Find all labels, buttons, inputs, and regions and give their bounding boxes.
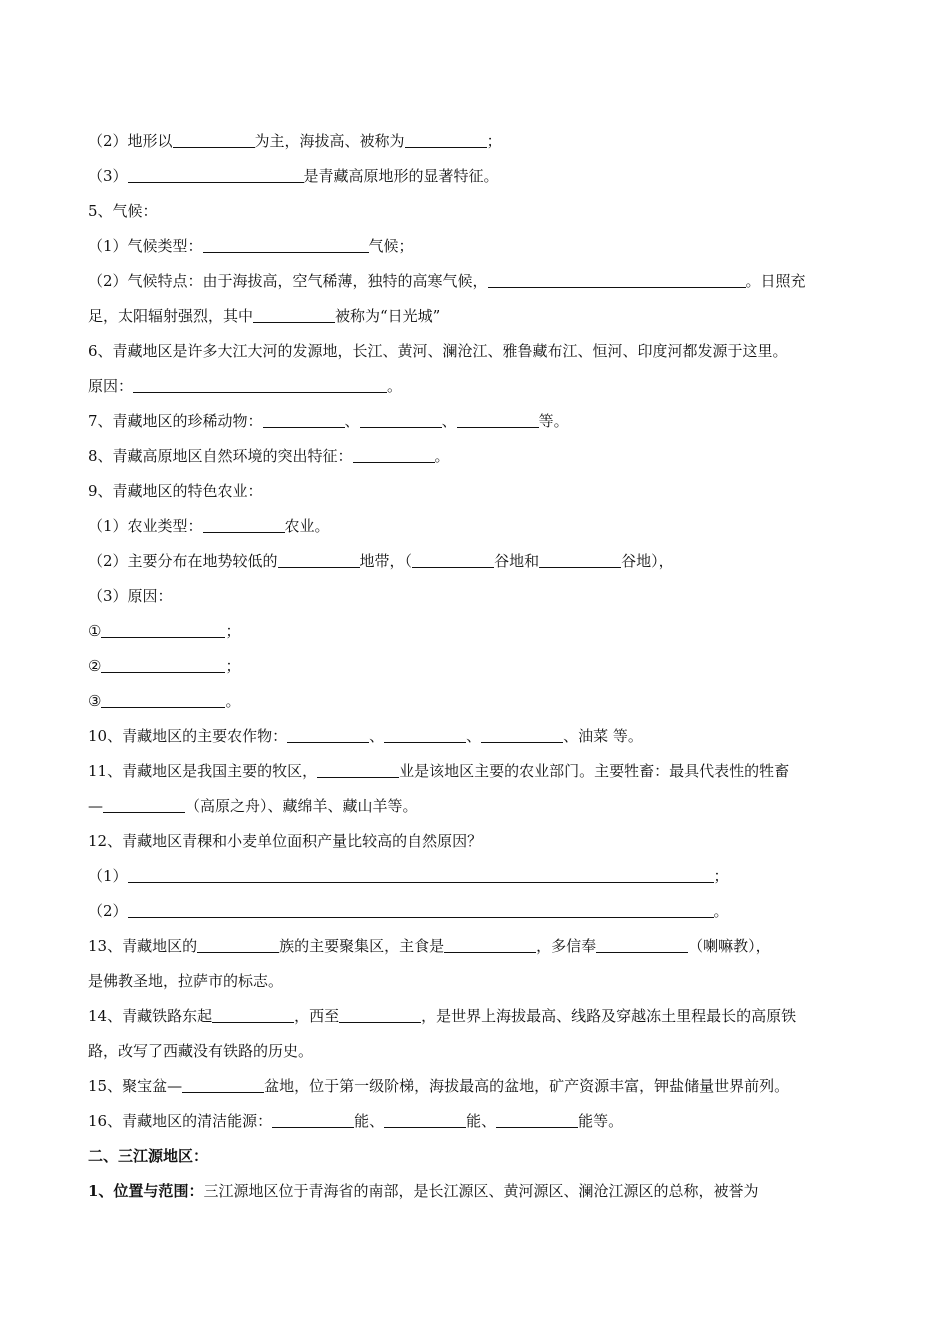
line-yield-1 [88,859,870,894]
text: 、 [344,412,360,430]
line-terrain-3 [88,159,870,194]
text: 、 [441,412,457,430]
text: 地带，（ [359,552,413,570]
line-rivers-reason [88,369,870,404]
text: 能等。 [578,1112,624,1130]
line-climate-2 [88,264,870,299]
blank[interactable] [203,516,285,533]
text: 。 [387,377,403,395]
line-climate-1 [88,229,870,264]
line-agri-3 [88,579,870,614]
text: ； [225,622,241,640]
text: 为主，海拔高、被称为 [254,132,405,150]
blank[interactable] [412,551,494,568]
blank[interactable] [405,131,487,148]
blank[interactable] [481,726,563,743]
blank[interactable] [197,936,279,953]
text: 三江源地区位于青海省的南部，是长江源区、黄河源区、澜沧江源区的总称，被誉为 [203,1182,759,1200]
text: 原因： [88,377,134,395]
text: 。 [434,447,450,465]
blank[interactable] [263,411,345,428]
text: 11、青藏地区是我国主要的牧区， [88,762,318,780]
text: ② [88,657,102,675]
text: （2）主要分布在地势较低的 [88,552,278,570]
blank[interactable] [287,726,369,743]
blank[interactable] [596,936,688,953]
blank[interactable] [182,1076,264,1093]
line-reason-3 [88,684,870,719]
blank[interactable] [488,271,746,288]
text: 能、 [466,1112,497,1130]
text: ，西至 [294,1007,340,1025]
text: 谷地和 [494,552,540,570]
text: 、 [369,727,385,745]
text: （3）原因： [88,587,173,605]
blank[interactable] [539,551,621,568]
text: — [88,797,103,815]
section-heading-sanjiangyuan [88,1139,870,1174]
line-people-cont [88,964,870,999]
text: ； [486,132,502,150]
line-location [88,1174,870,1209]
blank[interactable] [339,1006,421,1023]
text: ① [88,622,102,640]
text: 16、青藏地区的清洁能源： [88,1112,273,1130]
text: （3） [88,167,128,185]
line-environment [88,439,870,474]
text: ； [225,657,241,675]
text: 业是该地区主要的农业部门。主要牲畜：最具代表性的牲畜 [399,762,790,780]
blank[interactable] [101,691,225,708]
blank[interactable] [253,306,335,323]
heading-climate [88,194,870,229]
text: 5、气候： [88,202,158,220]
blank[interactable] [101,656,225,673]
text: 足，太阳辐射强烈，其中 [88,307,254,325]
blank[interactable] [133,376,387,393]
line-pasture-cont [88,789,870,824]
text: 路，改写了西藏没有铁路的历史。 [88,1042,314,1060]
blank[interactable] [203,236,369,253]
text: 是青藏高原地形的显著特征。 [303,167,499,185]
text: 12、青藏地区青稞和小麦单位面积产量比较高的自然原因？ [88,832,483,850]
blank[interactable] [496,1111,578,1128]
line-reason-1 [88,614,870,649]
heading-agriculture [88,474,870,509]
text: 盆地，位于第一级阶梯，海拔最高的盆地，矿产资源丰富，钾盐储量世界前列。 [264,1077,790,1095]
blank[interactable] [128,901,714,918]
line-rivers [88,334,870,369]
blank[interactable] [353,446,435,463]
text: （2）地形以 [88,132,173,150]
text: （2） [88,902,128,920]
text: （1）农业类型： [88,517,203,535]
text: 13、青藏地区的 [88,937,198,955]
line-yield-question [88,824,870,859]
blank[interactable] [173,131,255,148]
blank[interactable] [212,1006,294,1023]
text: 被称为“日光城” [335,307,441,325]
blank[interactable] [384,1111,466,1128]
text: ③ [88,692,102,710]
line-yield-2 [88,894,870,929]
text: 7、青藏地区的珍稀动物： [88,412,263,430]
blank[interactable] [457,411,539,428]
line-pasture [88,754,870,789]
text: 能、 [354,1112,385,1130]
text: 15、聚宝盆— [88,1077,183,1095]
text: 二、三江源地区： [88,1147,209,1165]
line-climate-2-cont [88,299,870,334]
text: （1） [88,867,128,885]
text: 。日照充 [745,272,806,290]
text: ； [713,867,729,885]
text: （1）气候类型： [88,237,203,255]
text: 1、位置与范围： [88,1182,204,1200]
line-crops [88,719,870,754]
text: 谷地）， [621,552,674,570]
text: 。 [713,902,729,920]
text: 族的主要聚集区，主食是 [279,937,445,955]
text: ，是世界上海拔最高、线路及穿越冻土里程最长的高原铁 [421,1007,797,1025]
line-terrain-2 [88,124,870,159]
blank[interactable] [128,866,714,883]
line-railway [88,999,870,1034]
line-reason-2 [88,649,870,684]
line-animals [88,404,870,439]
text: （2）气候特点：由于海拔高，空气稀薄，独特的高寒气候， [88,272,488,290]
text: （喇嘛教）， [688,937,771,955]
text: 。 [225,692,241,710]
text: 14、青藏铁路东起 [88,1007,213,1025]
blank[interactable] [103,796,185,813]
line-agri-2 [88,544,870,579]
text: 气候； [368,237,414,255]
blank[interactable] [128,166,304,183]
text: （高原之舟）、藏绵羊、藏山羊等。 [185,797,418,815]
line-railway-cont [88,1034,870,1069]
line-energy [88,1104,870,1139]
text: 、 [466,727,482,745]
text: 9、青藏地区的特色农业： [88,482,263,500]
text: 10、青藏地区的主要农作物： [88,727,288,745]
text: 8、青藏高原地区自然环境的突出特征： [88,447,353,465]
blank[interactable] [317,761,399,778]
text: 6、青藏地区是许多大江大河的发源地，长江、黄河、澜沧江、雅鲁藏布江、恒河、印度河都发源于这里。 [88,342,788,360]
blank[interactable] [101,621,225,638]
blank[interactable] [444,936,536,953]
text: 等。 [538,412,569,430]
line-people [88,929,870,964]
blank[interactable] [272,1111,354,1128]
blank[interactable] [278,551,360,568]
line-agri-1 [88,509,870,544]
blank[interactable] [384,726,466,743]
text: 是佛教圣地，拉萨市的标志。 [88,972,284,990]
text: ，多信奉 [536,937,597,955]
blank[interactable] [360,411,442,428]
line-basin [88,1069,870,1104]
text: 农业。 [284,517,330,535]
text: 、油菜 等。 [563,727,643,745]
